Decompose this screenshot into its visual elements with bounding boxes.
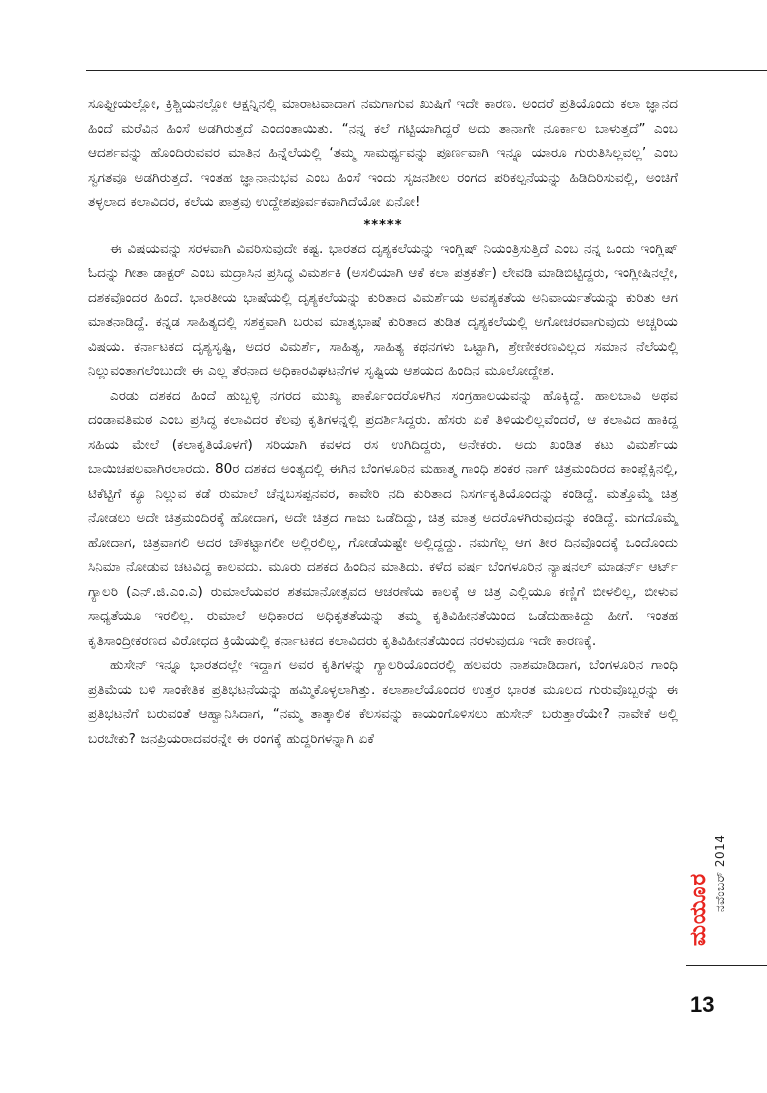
- page-number: 13: [690, 992, 715, 1017]
- paragraph-2: ಈ ವಿಷಯವನ್ನು ಸರಳವಾಗಿ ವಿವರಿಸುವುದೇ ಕಷ್ಟ. ಭಾರತದ ದೃಶ್ಯಕಲೆಯನ್ನು ಇಂಗ್ಲಿಷ್ ನಿಯಂತ್ರಿಸುತ್ತಿದೆ ಎಂಬ ನನ್ನ ಒಂದು ಇಂಗ್ಲಿಷ್ ಓದನ್ನು ಗೀತಾ ಡಾಕ್ಟರ್ ಎಂಬ ಮದ್ರಾಸಿನ ಪ್ರಸಿದ್ಧ ವಿಮರ್ಶಕಿ (ಅಸಲಿಯಾಗಿ ಆಕೆ ಕಲಾ ಪತ್ರಕರ್ತೆ) ಲೇವಡಿ ಮಾಡಿಬಿಟ್ಟಿದ್ದರು, ಇಂಗ್ಲೀಷಿನಲ್ಲೇ, ದಶಕವೊಂದರ ಹಿಂದೆ. ಭಾರತೀಯ ಭಾಷೆಯಲ್ಲಿ ದೃಶ್ಯಕಲೆಯನ್ನು ಕುರಿತಾದ ವಿಮರ್ಶೆಯ ಅವಶ್ಯಕತೆಯ ಅನಿವಾರ್ಯತೆಯನ್ನು ಕುರಿತು ಆಗ ಮಾತನಾಡಿದ್ದೆ. ಕನ್ನಡ ಸಾಹಿತ್ಯದಲ್ಲಿ ಸಶಕ್ತವಾಗಿ ಬರುವ ಮಾತೃಭಾಷೆ ಕುರಿತಾದ ತುಡಿತ ದೃಶ್ಯಕಲೆಯಲ್ಲಿ ಅಗೋಚರವಾಗುವುದು ಅಚ್ಚರಿಯ ವಿಷಯ. ಕರ್ನಾಟಕದ ದೃಶ್ಯಸೃಷ್ಟಿ, ಅದರ ವಿಮರ್ಶೆ, ಸಾಹಿತ್ಯ, ಸಾಹಿತ್ಯ ಕಥನಗಳು ಒಟ್ಟಾಗಿ, ಶ್ರೇಣೀಕರಣವಿಲ್ಲದ ಸಮಾನ ನೆಲೆಯಲ್ಲಿ ನಿಲ್ಲುವಂತಾಗಲೆಂಬುದೇ ಈ ಎಲ್ಲ ತೆರನಾದ ಅಧಿಕಾರವಿಘಟನೆಗಳ ಸೃಷ್ಟಿಯ ಆಶಯದ ಹಿಂದಿನ ಮೂಲೋದ್ದೇಶ.: [88, 240, 678, 379]
- magazine-logo: ಮಯೂರ: [686, 872, 711, 946]
- header-rule: [86, 70, 767, 71]
- paragraph-3: ಎರಡು ದಶಕದ ಹಿಂದೆ ಹುಬ್ಬಳ್ಳಿ ನಗರದ ಮುಖ್ಯ ಪಾರ್ಕೊಂದರೊಳಗಿನ ಸಂಗ್ರಹಾಲಯವನ್ನು ಹೊಕ್ಕಿದ್ದೆ. ಹಾಲಬಾವಿ ಅಥವ ದಂಡಾವತಿಮಠ ಎಂಬ ಪ್ರಸಿದ್ಧ ಕಲಾವಿದರ ಕೆಲವು ಕೃತಿಗಳನ್ನಲ್ಲಿ ಪ್ರದರ್ಶಿಸಿದ್ದರು. ಹೆಸರು ಏಕೆ ತಿಳಿಯಲಿಲ್ಲವೆಂದರೆ, ಆ ಕಲಾವಿದ ಹಾಕಿದ್ದ ಸಹಿಯ ಮೇಲೆ (ಕಲಾಕೃತಿಯೊಳಗೆ) ಸರಿಯಾಗಿ ಕವಳದ ರಸ ಉಗಿದಿದ್ದರು, ಅನೇಕರು. ಅದು ಖಂಡಿತ ಕಟು ವಿಮರ್ಶೆಯ ಬಾಯಿಚಪಲವಾಗಿರಲಾರದು. 80ರ ದಶಕದ ಅಂತ್ಯದಲ್ಲಿ ಈಗಿನ ಬೆಂಗಳೂರಿನ ಮಹಾತ್ಮ ಗಾಂಧಿ ಶಂಕರ ನಾಗ್ ಚಿತ್ರಮಂದಿರದ ಕಾಂಪ್ಲೆಕ್ಸಿನಲ್ಲಿ, ಟಿಕೆಟ್ಟಿಗೆ ಕ್ಯೂ ನಿಲ್ಲುವ ಕಡೆ ರುಮಾಲೆ ಚೆನ್ನಬಸಪ್ಪನವರ, ಕಾವೇರಿ ನದಿ ಕುರಿತಾದ ನಿಸರ್ಗಕೃತಿಯೊಂದನ್ನು ಕಂಡಿದ್ದೆ. ಮತ್ತೊಮ್ಮೆ ಚಿತ್ರ ನೋಡಲು ಅದೇ ಚಿತ್ರಮಂದಿರಕ್ಕೆ ಹೋದಾಗ, ಅದೇ ಚಿತ್ರದ ಗಾಜು ಒಡೆದಿದ್ದು, ಚಿತ್ರ ಮಾತ್ರ ಅದರೊಳಗಿರುವುದನ್ನು ಕಂಡಿದ್ದೆ. ಮಗದೊಮ್ಮೆ ಹೋದಾಗ, ಚಿತ್ರವಾಗಲಿ ಅದರ ಚೌಕಟ್ಟಾಗಲೀ ಅಲ್ಲಿರಲಿಲ್ಲ, ಗೋಡೆಯಷ್ಟೇ ಅಲ್ಲಿದ್ದದ್ದು. ನಮಗೆಲ್ಲ ಆಗ ತೀರ ದಿನವೊಂದಕ್ಕೆ ಒಂದೊಂದು ಸಿನಿಮಾ ನೋಡುವ ಚಟವಿದ್ದ ಕಾಲವದು. ಮೂರು ದಶಕದ ಹಿಂದಿನ ಮಾತಿದು. ಕಳೆದ ವರ್ಷ ಬೆಂಗಳೂರಿನ ನ್ಯಾಷನಲ್ ಮಾಡರ್ನ್ ಆರ್ಟ್ ಗ್ಯಾಲರಿ (ಎನ್.ಜಿ.ಎಂ.ಎ) ರುಮಾಲೆಯವರ ಶತಮಾನೋತ್ಸವದ ಆಚರಣೆಯ ಕಾಲಕ್ಕೆ ಆ ಚಿತ್ರ ಎಲ್ಲಿಯೂ ಕಣ್ಣಿಗೆ ಬೀಳಲಿಲ್ಲ, ಬೀಳುವ ಸಾಧ್ಯತೆಯೂ ಇರಲಿಲ್ಲ. ರುಮಾಲೆ ಅಧಿಕಾರದ ಅಧಿಕೃತತೆಯನ್ನು ತಮ್ಮ ಕೃತಿವಿಹೀನತೆಯಿಂದ ಒಡೆದುಹಾಕಿದ್ದು ಹೀಗೆ. ಇಂತಹ ಕೃತಿಸಾಂದ್ರೀಕರಣದ ವಿರೋಧದ ಕ್ರಿಯೆಯಲ್ಲಿ ಕರ್ನಾಟಕದ ಕಲಾವಿದರು ಕೃತಿವಿಹೀನತೆಯಿಂದ ನರಳುವುದೂ ಇದೇ ಕಾರಣಕ್ಕೆ.: [88, 387, 678, 649]
- section-separator: *****: [363, 217, 403, 233]
- paragraph-4: ಹುಸೇನ್ ಇನ್ನೂ ಭಾರತದಲ್ಲೇ ಇದ್ದಾಗ ಅವರ ಕೃತಿಗಳನ್ನು ಗ್ಯಾಲರಿಯೊಂದರಲ್ಲಿ ಹಲವರು ನಾಶಮಾಡಿದಾಗ, ಬೆಂಗಳೂರಿನ ಗಾಂಧಿ ಪ್ರತಿಮೆಯ ಬಳಿ ಸಾಂಕೇತಿಕ ಪ್ರತಿಭಟನೆಯನ್ನು ಹಮ್ಮಿಕೊಳ್ಳಲಾಗಿತ್ತು. ಕಲಾಶಾಲೆಯೊಂದರ ಉತ್ತರ ಭಾರತ ಮೂಲದ ಗುರುವೊಬ್ಬರನ್ನು ಈ ಪ್ರತಿಭಟನೆಗೆ ಬರುವಂತೆ ಆಹ್ವಾನಿಸಿದಾಗ, “ನಮ್ಮ ತಾತ್ಕಾಲಿಕ ಕೆಲಸವನ್ನು ಕಾಯಂಗೊಳಿಸಲು ಹುಸೇನ್ ಬರುತ್ತಾರೆಯೇ? ನಾವೇಕೆ ಅಲ್ಲಿ ಬರಬೇಕು? ಜನಪ್ರಿಯರಾದವರನ್ನೇ ಈ ರಂಗಕ್ಕೆ ಹುದ್ದರಿಗಳನ್ನಾಗಿ ಏಕೆ: [88, 657, 678, 747]
- footer-rule: [686, 965, 767, 966]
- issue-date: ನವೆಂಬರ್ 2014: [713, 834, 727, 912]
- paragraph-1: ಸೂಫ್ಟೀಯಲ್ಲೋ, ಕ್ರಿಶ್ಚಿಯನಲ್ಲೋ ಆಕ್ಷನ್ನಿನಲ್ಲಿ ಮಾರಾಟವಾದಾಗ ನಮಗಾಗುವ ಖುಷಿಗೆ ಇದೇ ಕಾರಣ. ಅಂದರೆ ಪ್ರತಿಯೊಂದು ಕಲಾ ಜ್ಞಾನದ ಹಿಂದೆ ಮರೆವಿನ ಹಿಂಸೆ ಅಡಗಿರುತ್ತದೆ ಎಂದಂತಾಯಿತು. “ನನ್ನ ಕಲೆ ಗಟ್ಟಿಯಾಗಿದ್ದರೆ ಅದು ತಾನಾಗೇ ನೂರ್ಕಾಲ ಬಾಳುತ್ತದೆ” ಎಂಬ ಆದರ್ಶವನ್ನು ಹೊಂದಿರುವವರ ಮಾತಿನ ಹಿನ್ನೆಲೆಯಲ್ಲಿ ‘ತಮ್ಮ ಸಾಮರ್ಥ್ಯವನ್ನು ಪೂರ್ಣವಾಗಿ ಇನ್ನೂ ಯಾರೂ ಗುರುತಿಸಿಲ್ಲವಲ್ಲ’ ಎಂಬ ಸ್ವಗತವೂ ಅಡಗಿರುತ್ತದೆ. ಇಂತಹ ಜ್ಞಾನಾನುಭವ ಎಂಬ ಹಿಂಸೆ ಇಂದು ಸೃಜನಶೀಲ ರಂಗದ ಪರಿಕಲ್ಪನೆಯನ್ನು ಹಿಡಿದಿರಿಸುವಲ್ಲಿ, ಅಂಚಿಗೆ ತಳ್ಳಲಾದ ಕಲಾವಿದರ, ಕಲೆಯ ಪಾತ್ರವು ಉದ್ದೇಶಪೂರ್ವಕವಾಗಿದೆಯೋ ಏನೋ!: [88, 96, 678, 210]
- article-body: [88, 92, 678, 751]
